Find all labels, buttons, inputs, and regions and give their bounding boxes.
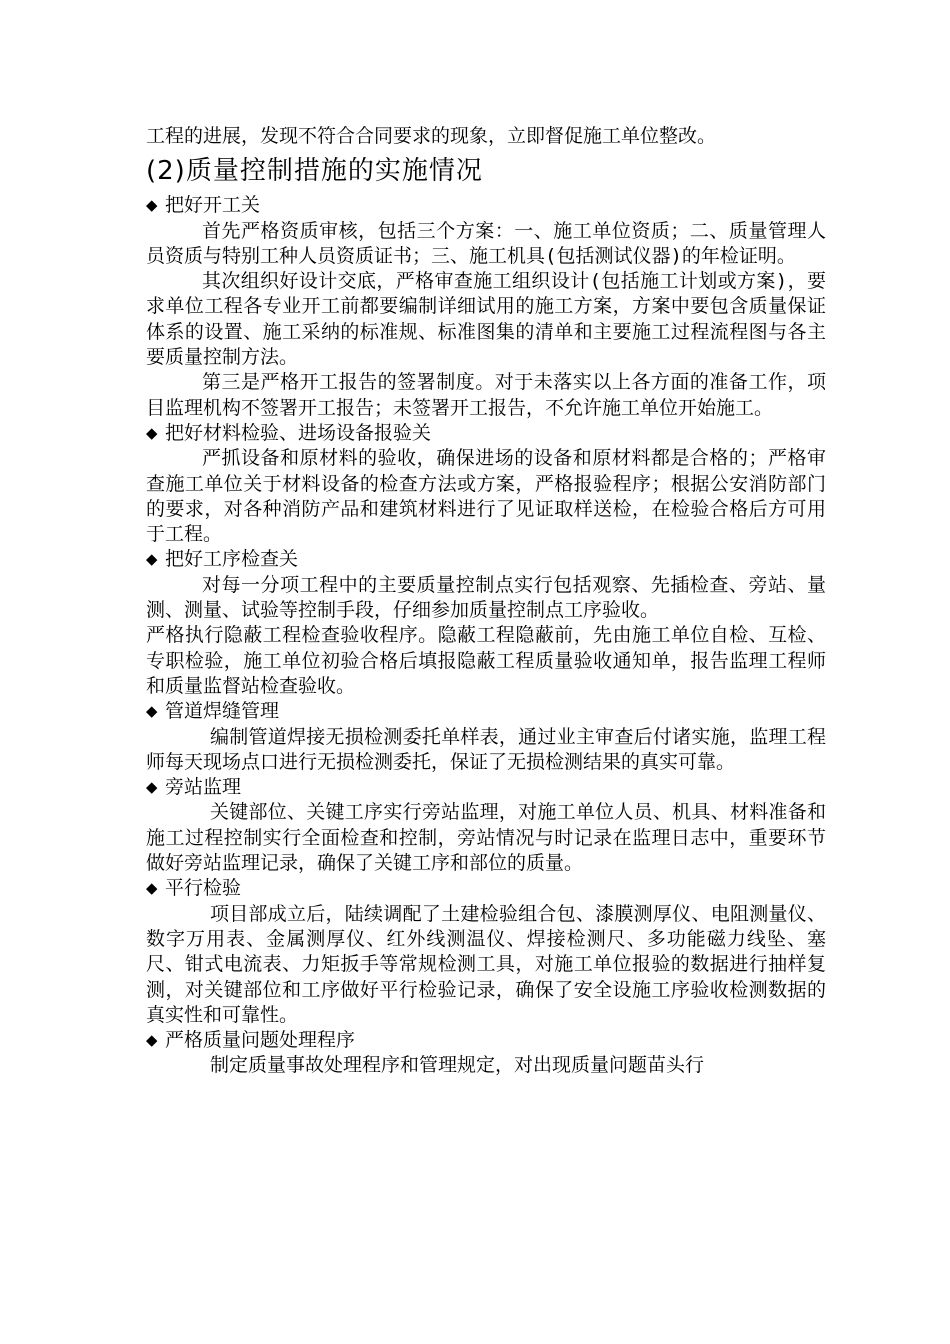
bullet-heading-weld-management	[146, 699, 826, 724]
bullet-title: 管道焊缝管理	[165, 700, 280, 723]
diamond-bullet-icon: ◆	[146, 700, 158, 723]
bullet-heading-parallel-inspection	[146, 876, 826, 901]
bullet-heading-materials	[146, 421, 826, 446]
paragraph: 其次组织好设计交底，严格审查施工组织设计(包括施工计划或方案)，要求单位工程各专业开工前都要编制详细试用的施工方案，方案中要包含质量保证体系的设置、施工采纳的标准规、标准图集的清单和主要施工过程流程图与各主要质量控制方法。	[146, 270, 826, 369]
bullet-title: 把好开工关	[165, 194, 261, 217]
paragraph: 第三是严格开工报告的签署制度。对于未落实以上各方面的准备工作，项目监理机构不签署开工报告；未签署开工报告，不允许施工单位开始施工。	[146, 371, 826, 419]
paragraph: 编制管道焊接无损检测委托单样表，通过业主审查后付诸实施，监理工程师每天现场点口进行无损检测委托，保证了无损检测结果的真实可靠。	[146, 725, 826, 773]
bullet-title: 旁站监理	[165, 776, 242, 799]
bullet-title: 把好工序检查关	[165, 548, 299, 571]
paragraph: 关键部位、关键工序实行旁站监理，对施工单位人员、机具、材料准备和施工过程控制实行全面检查和控制，旁站情况与时记录在监理日志中，重要环节做好旁站监理记录，确保了关键工序和部位的质量。	[146, 801, 826, 875]
bullet-heading-side-supervision	[146, 775, 826, 800]
paragraph: 严格执行隐蔽工程检查验收程序。隐蔽工程隐蔽前，先由施工单位自检、互检、专职检验，施工单位初验合格后填报隐蔽工程质量验收通知单，报告监理工程师和质量监督站检查验收。	[146, 624, 826, 697]
diamond-bullet-icon: ◆	[146, 776, 158, 799]
paragraph: 首先严格资质审核，包括三个方案：一、施工单位资质；二、质量管理人员资质与特别工种人员资质证书；三、施工机具(包括测试仪器)的年检证明。	[146, 219, 826, 267]
lead-paragraph: 工程的进展，发现不符合合同要求的现象，立即督促施工单位整改。	[146, 125, 717, 147]
paragraph: 制定质量事故处理程序和管理规定，对出现质量问题苗头行	[210, 1054, 705, 1077]
paragraph: 对每一分项工程中的主要质量控制点实行包括观察、先插检查、旁站、量测、测量、试验等控制手段，仔细参加质量控制点工序验收。	[146, 573, 826, 622]
diamond-bullet-icon: ◆	[146, 548, 158, 571]
paragraph: 严抓设备和原材料的验收，确保进场的设备和原材料都是合格的；严格审查施工单位关于材料设备的检查方法或方案，严格报验程序；根据公安消防部门的要求，对各种消防产品和建筑材料进行了见证取样送检，在检验合格后方可用于工程。	[146, 447, 826, 546]
bullet-title: 严格质量问题处理程序	[165, 1029, 356, 1052]
bullet-heading-process-inspection	[146, 547, 826, 572]
diamond-bullet-icon: ◆	[146, 877, 158, 900]
diamond-bullet-icon: ◆	[146, 194, 158, 217]
bullet-heading-startup	[146, 193, 826, 218]
paragraph: 项目部成立后，陆续调配了土建检验组合包、漆膜测厚仪、电阻测量仪、数字万用表、金属测厚仪、红外线测温仪、焊接检测尺、多功能磁力线坠、塞尺、钳式电流表、力矩扳手等常规检测工具，对施工单位报验的数据进行抽样复测，对关键部位和工序做好平行检验记录，确保了安全设施工序验收检测数据的真实性和可靠性。	[146, 902, 826, 1026]
document-body	[146, 124, 826, 1079]
bullet-title: 平行检验	[165, 877, 242, 900]
bullet-title: 把好材料检验、进场设备报验关	[165, 421, 432, 444]
diamond-bullet-icon: ◆	[146, 421, 158, 444]
bullet-heading-quality-issue-procedure	[146, 1028, 826, 1053]
section-heading: (2)质量控制措施的实施情况	[146, 156, 483, 187]
diamond-bullet-icon: ◆	[146, 1029, 158, 1052]
